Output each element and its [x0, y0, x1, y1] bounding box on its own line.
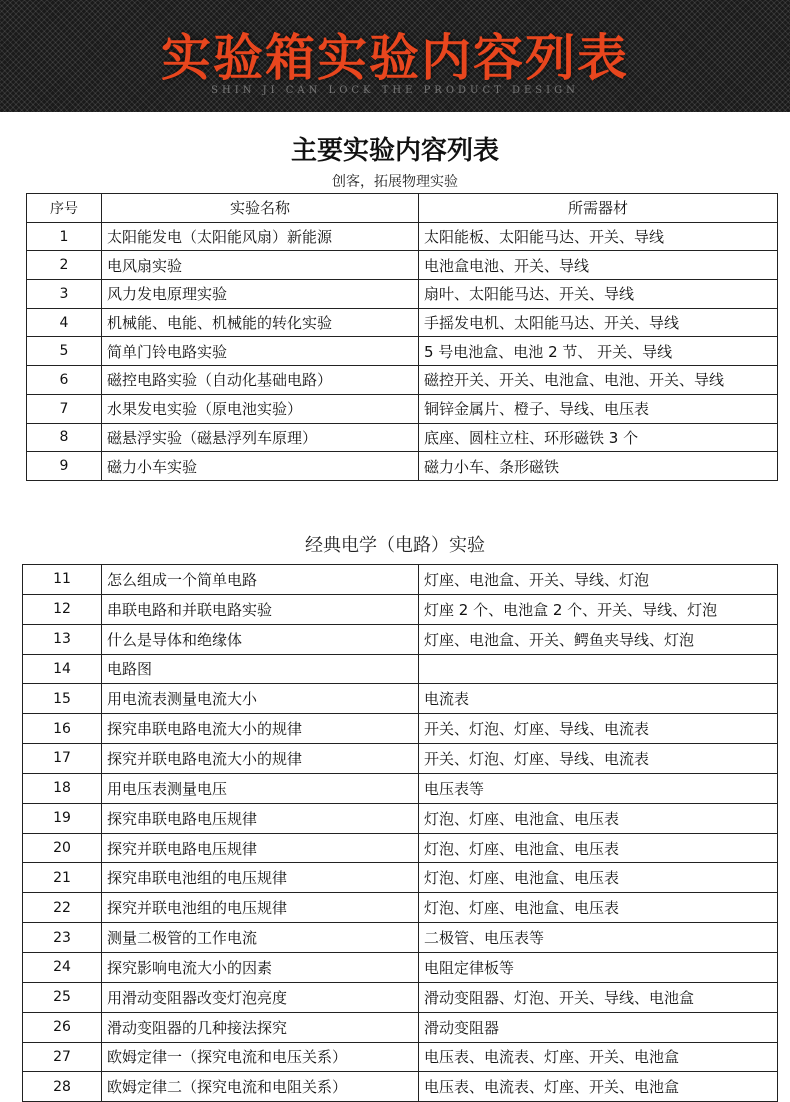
required-materials: 磁力小车、条形磁铁 — [419, 452, 778, 481]
header-no: 序号 — [27, 194, 102, 223]
required-materials: 电流表 — [419, 684, 778, 714]
table-row — [23, 923, 778, 953]
row-number: 26 — [23, 1012, 102, 1042]
table-row — [23, 1012, 778, 1042]
required-materials: 二极管、电压表等 — [419, 923, 778, 953]
experiment-name: 探究并联电路电流大小的规律 — [102, 744, 419, 774]
table-row — [23, 1072, 778, 1102]
row-number: 8 — [27, 423, 102, 452]
required-materials: 灯泡、灯座、电池盒、电压表 — [419, 893, 778, 923]
experiment-name: 磁悬浮实验（磁悬浮列车原理） — [102, 423, 419, 452]
table-row — [27, 452, 778, 481]
row-number: 27 — [23, 1042, 102, 1072]
table-row — [23, 594, 778, 624]
experiment-name: 探究并联电池组的电压规律 — [102, 893, 419, 923]
required-materials: 太阳能板、太阳能马达、开关、导线 — [419, 222, 778, 251]
experiment-name: 串联电路和并联电路实验 — [102, 594, 419, 624]
required-materials: 开关、灯泡、灯座、导线、电流表 — [419, 744, 778, 774]
required-materials: 电压表、电流表、灯座、开关、电池盒 — [419, 1042, 778, 1072]
required-materials: 磁控开关、开关、电池盒、电池、开关、导线 — [419, 366, 778, 395]
required-materials: 开关、灯泡、灯座、导线、电流表 — [419, 714, 778, 744]
row-number: 9 — [27, 452, 102, 481]
required-materials: 滑动变阻器、灯泡、开关、导线、电池盒 — [419, 982, 778, 1012]
row-number: 17 — [23, 744, 102, 774]
required-materials: 灯泡、灯座、电池盒、电压表 — [419, 863, 778, 893]
experiment-name: 探究并联电路电压规律 — [102, 833, 419, 863]
table-row — [27, 394, 778, 423]
required-materials: 灯座、电池盒、开关、鳄鱼夹导线、灯泡 — [419, 624, 778, 654]
row-number: 19 — [23, 803, 102, 833]
experiment-name: 探究影响电流大小的因素 — [102, 952, 419, 982]
experiment-name: 太阳能发电（太阳能风扇）新能源 — [102, 222, 419, 251]
table-row — [27, 251, 778, 280]
banner-title: 实验箱实验内容列表 — [161, 28, 629, 87]
required-materials: 底座、圆柱立柱、环形磁铁 3 个 — [419, 423, 778, 452]
table-row — [23, 714, 778, 744]
required-materials: 铜锌金属片、橙子、导线、电压表 — [419, 394, 778, 423]
row-number: 13 — [23, 624, 102, 654]
experiment-name: 测量二极管的工作电流 — [102, 923, 419, 953]
experiment-name: 滑动变阻器的几种接法探究 — [102, 1012, 419, 1042]
table-row — [27, 308, 778, 337]
row-number: 12 — [23, 594, 102, 624]
row-number: 6 — [27, 366, 102, 395]
experiment-name: 电风扇实验 — [102, 251, 419, 280]
required-materials: 灯座、电池盒、开关、导线、灯泡 — [419, 565, 778, 595]
required-materials: 手摇发电机、太阳能马达、开关、导线 — [419, 308, 778, 337]
header-materials: 所需器材 — [419, 194, 778, 223]
header-name: 实验名称 — [102, 194, 419, 223]
row-number: 21 — [23, 863, 102, 893]
row-number: 18 — [23, 773, 102, 803]
table-header-row — [27, 194, 778, 223]
table-row — [23, 1042, 778, 1072]
row-number: 2 — [27, 251, 102, 280]
experiment-name: 磁力小车实验 — [102, 452, 419, 481]
table-row — [23, 952, 778, 982]
row-number: 5 — [27, 337, 102, 366]
table-row — [23, 863, 778, 893]
required-materials: 5 号电池盒、电池 2 节、 开关、导线 — [419, 337, 778, 366]
table-row — [23, 654, 778, 684]
table-row — [27, 366, 778, 395]
experiment-name: 电路图 — [102, 654, 419, 684]
table-row — [23, 803, 778, 833]
table-row — [27, 222, 778, 251]
row-number: 15 — [23, 684, 102, 714]
experiment-name: 探究串联电路电压规律 — [102, 803, 419, 833]
table-row — [23, 565, 778, 595]
required-materials: 电阻定律板等 — [419, 952, 778, 982]
experiment-name: 欧姆定律二（探究电流和电阻关系） — [102, 1072, 419, 1102]
experiment-name: 水果发电实验（原电池实验） — [102, 394, 419, 423]
row-number: 20 — [23, 833, 102, 863]
row-number: 7 — [27, 394, 102, 423]
row-number: 11 — [23, 565, 102, 595]
table-row — [27, 280, 778, 309]
table-row — [23, 684, 778, 714]
experiment-name: 怎么组成一个简单电路 — [102, 565, 419, 595]
required-materials: 电池盒电池、开关、导线 — [419, 251, 778, 280]
experiment-name: 什么是导体和绝缘体 — [102, 624, 419, 654]
experiment-name: 探究串联电池组的电压规律 — [102, 863, 419, 893]
row-number: 28 — [23, 1072, 102, 1102]
required-materials: 滑动变阻器 — [419, 1012, 778, 1042]
required-materials: 电压表等 — [419, 773, 778, 803]
classic-section-title: 经典电学（电路）实验 — [305, 535, 485, 556]
required-materials: 灯座 2 个、电池盒 2 个、开关、导线、灯泡 — [419, 594, 778, 624]
header-banner — [0, 0, 790, 112]
table-row — [27, 423, 778, 452]
table-row — [23, 982, 778, 1012]
main-experiment-table — [26, 193, 778, 481]
required-materials: 灯泡、灯座、电池盒、电压表 — [419, 803, 778, 833]
table-row — [23, 624, 778, 654]
main-table-title: 主要实验内容列表 — [290, 136, 499, 166]
required-materials — [419, 654, 778, 684]
experiment-name: 用电压表测量电压 — [102, 773, 419, 803]
row-number: 1 — [27, 222, 102, 251]
classic-experiment-table — [22, 564, 778, 1102]
row-number: 16 — [23, 714, 102, 744]
experiment-name: 风力发电原理实验 — [102, 280, 419, 309]
table-row — [27, 337, 778, 366]
main-table-subtitle: 创客，拓展物理实验 — [332, 174, 458, 190]
experiment-name: 磁控电路实验（自动化基础电路） — [102, 366, 419, 395]
experiment-name: 简单门铃电路实验 — [102, 337, 419, 366]
row-number: 23 — [23, 923, 102, 953]
table-row — [23, 893, 778, 923]
row-number: 24 — [23, 952, 102, 982]
row-number: 3 — [27, 280, 102, 309]
required-materials: 电压表、电流表、灯座、开关、电池盒 — [419, 1072, 778, 1102]
row-number: 14 — [23, 654, 102, 684]
row-number: 25 — [23, 982, 102, 1012]
required-materials: 扇叶、太阳能马达、开关、导线 — [419, 280, 778, 309]
table-row — [23, 833, 778, 863]
table-row — [23, 744, 778, 774]
experiment-name: 机械能、电能、机械能的转化实验 — [102, 308, 419, 337]
experiment-name: 用滑动变阻器改变灯泡亮度 — [102, 982, 419, 1012]
experiment-name: 欧姆定律一（探究电流和电压关系） — [102, 1042, 419, 1072]
experiment-name: 用电流表测量电流大小 — [102, 684, 419, 714]
required-materials: 灯泡、灯座、电池盒、电压表 — [419, 833, 778, 863]
banner-subtitle: SHIN JI CAN LOCK THE PRODUCT DESIGN — [211, 85, 579, 96]
row-number: 4 — [27, 308, 102, 337]
experiment-name: 探究串联电路电流大小的规律 — [102, 714, 419, 744]
table-row — [23, 773, 778, 803]
row-number: 22 — [23, 893, 102, 923]
